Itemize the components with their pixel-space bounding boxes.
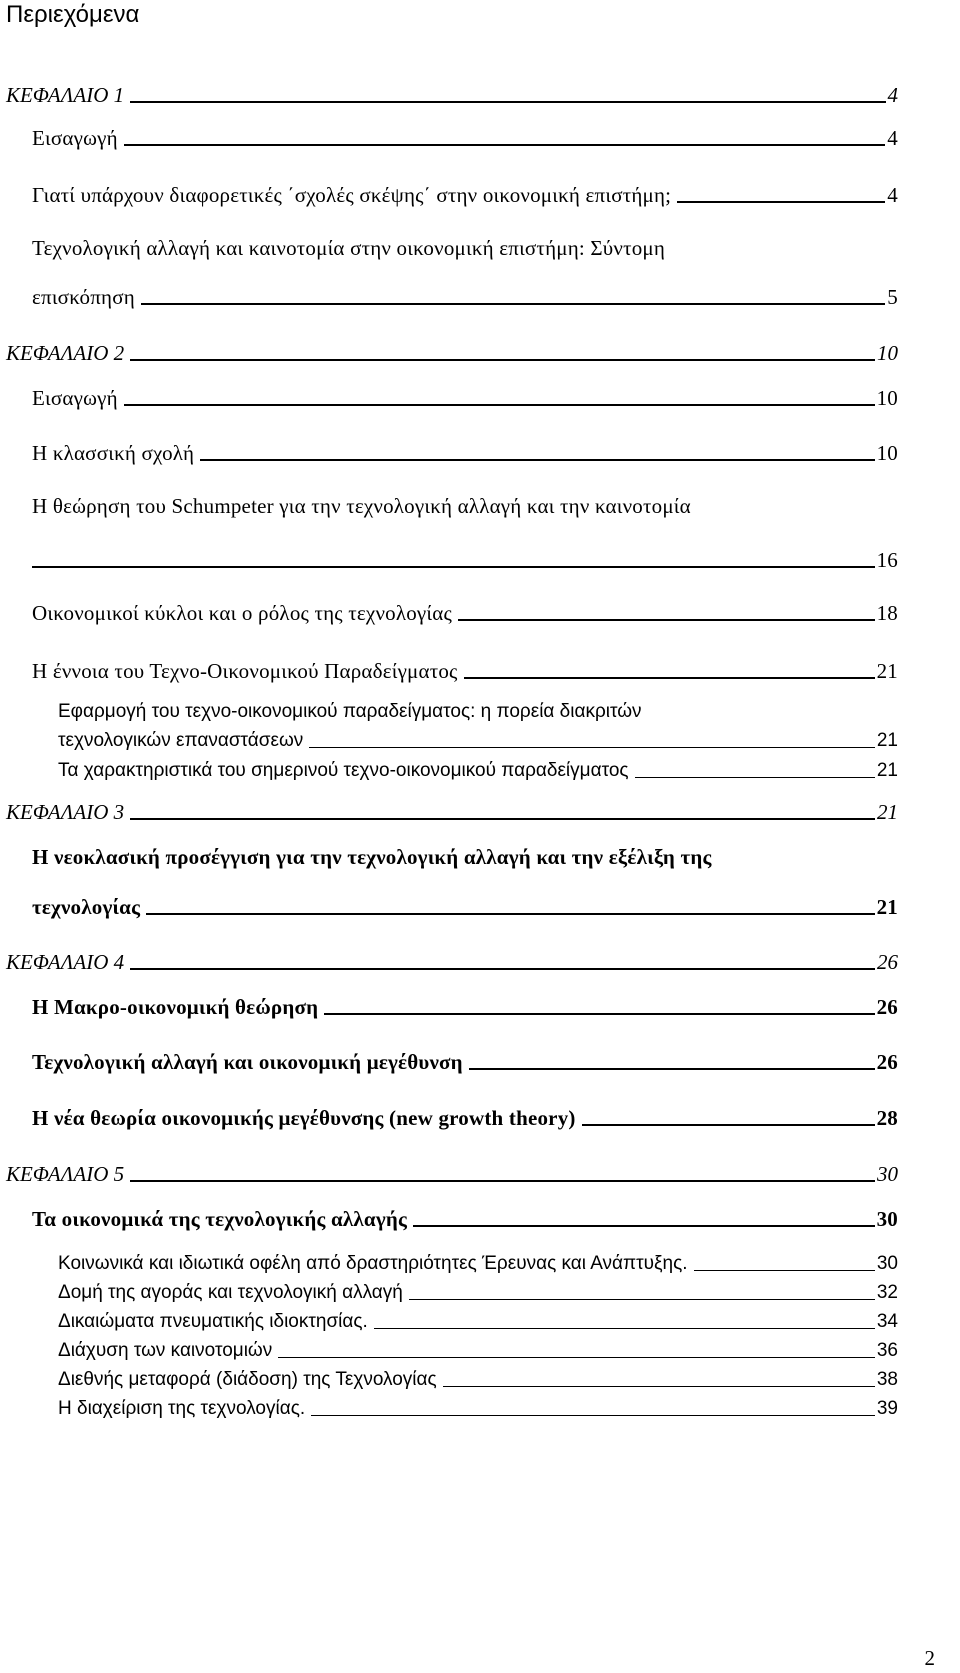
toc-page-number: 16 xyxy=(876,548,898,572)
toc-leader xyxy=(464,677,875,679)
toc-chapter-3[interactable] xyxy=(6,797,898,825)
toc-leader xyxy=(413,1225,875,1227)
toc-leader xyxy=(200,459,874,461)
toc-entry-current-paradigm[interactable] xyxy=(58,757,898,782)
toc-entry-text: Η κλασσική σχολή xyxy=(32,441,195,465)
toc-leader xyxy=(374,1328,875,1329)
toc-entry-rd-benefits[interactable] xyxy=(58,1250,898,1275)
toc-entry-text-line1: Τεχνολογική αλλαγή και καινοτομία στην οικονομική επιστήμη: Σύντομη xyxy=(32,236,666,260)
toc-entry-text: Οικονομικοί κύκλοι και ο ρόλος της τεχνολογίας xyxy=(32,601,452,625)
toc-page-number: 4 xyxy=(887,126,898,150)
toc-leader xyxy=(409,1299,875,1300)
toc-entry-market-structure[interactable] xyxy=(58,1279,898,1304)
toc-leader xyxy=(130,101,885,103)
toc-page-number: 30 xyxy=(877,1162,898,1186)
toc-entry-text: Γιατί υπάρχουν διαφορετικές ΄σχολές σκέψης΄ στην οικονομική επιστήμη; xyxy=(32,183,672,207)
toc-leader xyxy=(582,1124,875,1126)
toc-page-number: 34 xyxy=(876,1311,898,1332)
toc-entry-macroeconomic-view[interactable] xyxy=(32,992,898,1020)
toc-chapter-4[interactable] xyxy=(6,947,898,975)
toc-leader xyxy=(309,747,875,748)
toc-leader xyxy=(32,566,875,568)
toc-entry-text: Εισαγωγή xyxy=(32,126,118,150)
toc-page-number: 21 xyxy=(876,659,898,683)
toc-page-number: 10 xyxy=(877,341,898,365)
toc-leader xyxy=(130,1180,875,1182)
toc-entry-classical-school[interactable] xyxy=(32,438,898,466)
toc-page-number: 5 xyxy=(887,285,898,309)
toc-leader xyxy=(130,968,875,970)
toc-leader xyxy=(324,1013,874,1015)
toc-page-number: 21 xyxy=(876,895,898,919)
toc-entry-schools-of-thought[interactable] xyxy=(32,180,898,208)
toc-entry-text: ΚΕΦΑΛΑΙΟ 4 xyxy=(6,950,125,974)
toc-entry-text: επισκόπηση xyxy=(32,285,135,309)
toc-leader xyxy=(124,144,886,146)
toc-entry-text: Δικαιώματα πνευματικής ιδιοκτησίας. xyxy=(58,1311,368,1332)
toc-entry-text: Διάχυση των καινοτομιών xyxy=(58,1340,273,1361)
toc-page-number: 4 xyxy=(887,183,898,207)
toc-entry-text: ΚΕΦΑΛΑΙΟ 1 xyxy=(6,83,125,107)
toc-page-number: 26 xyxy=(876,1050,898,1074)
toc-leader xyxy=(443,1386,875,1387)
toc-entry-neoclassical-approach[interactable] xyxy=(32,892,898,920)
toc-entry-text: Η Μακρο-οικονομική θεώρηση xyxy=(32,995,319,1019)
toc-page-number: 18 xyxy=(876,601,898,625)
toc-leader xyxy=(130,359,875,361)
toc-page-number: 28 xyxy=(876,1106,898,1130)
toc-entry-text: Δομή της αγοράς και τεχνολογική αλλαγή xyxy=(58,1282,403,1303)
toc-entry-text: Τεχνολογική αλλαγή και οικονομική μεγέθυνση xyxy=(32,1050,463,1074)
toc-leader xyxy=(458,619,875,621)
toc-entry-text: Τα οικονομικά της τεχνολογικής αλλαγής xyxy=(32,1207,408,1231)
toc-entry-text: Εισαγωγή xyxy=(32,386,118,410)
toc-chapter-5[interactable] xyxy=(6,1159,898,1187)
toc-page-number: 30 xyxy=(876,1253,898,1274)
toc-entry-paradigm-application[interactable] xyxy=(58,727,898,752)
toc-entry-tech-transfer[interactable] xyxy=(58,1366,898,1391)
toc-leader xyxy=(278,1357,875,1358)
toc-title: Περιεχόμενα xyxy=(6,1,140,28)
toc-page-number: 21 xyxy=(877,800,898,824)
toc-leader xyxy=(677,201,885,203)
toc-page-number: 21 xyxy=(876,730,898,751)
toc-entry-business-cycles[interactable] xyxy=(32,598,898,626)
toc-entry-tech-change-overview[interactable] xyxy=(32,282,898,310)
toc-leader xyxy=(124,404,875,406)
toc-entry-tech-change-growth[interactable] xyxy=(32,1047,898,1075)
toc-entry-introduction-2[interactable] xyxy=(32,383,898,411)
toc-leader xyxy=(146,913,874,915)
toc-entry-text-line1: Εφαρμογή του τεχνο-οικονομικού παραδείγματος: η πορεία διακριτών xyxy=(58,701,642,722)
toc-entry-text: τεχνολογικών επαναστάσεων xyxy=(58,730,304,751)
toc-entry-text: τεχνολογίας xyxy=(32,895,141,919)
toc-leader xyxy=(469,1068,875,1070)
toc-entry-text: ΚΕΦΑΛΑΙΟ 2 xyxy=(6,341,125,365)
toc-entry-economics-of-tech-change[interactable] xyxy=(32,1204,898,1232)
toc-entry-ip-rights[interactable] xyxy=(58,1308,898,1333)
toc-page-number: 26 xyxy=(876,995,898,1019)
toc-page-number: 36 xyxy=(876,1340,898,1361)
toc-leader xyxy=(311,1415,875,1416)
toc-page-number: 39 xyxy=(876,1398,898,1419)
toc-leader xyxy=(130,818,875,820)
toc-entry-text: Η έννοια του Τεχνο-Οικονομικού Παραδείγματος xyxy=(32,659,458,683)
toc-page-number: 10 xyxy=(876,441,898,465)
toc-entry-text: Διεθνής μεταφορά (διάδοση) της Τεχνολογίας xyxy=(58,1369,437,1390)
toc-leader xyxy=(635,777,875,778)
toc-entry-schumpeter[interactable] xyxy=(32,545,898,573)
toc-entry-diffusion[interactable] xyxy=(58,1337,898,1362)
toc-entry-text: Η νέα θεωρία οικονομικής μεγέθυνσης (new growth theory) xyxy=(32,1106,576,1130)
toc-page-number: 32 xyxy=(876,1282,898,1303)
toc-page-number: 21 xyxy=(876,760,898,781)
toc-page-number: 4 xyxy=(887,83,898,107)
toc-entry-text: ΚΕΦΑΛΑΙΟ 3 xyxy=(6,800,125,824)
toc-entry-text: Κοινωνικά και ιδιωτικά οφέλη από δραστηριότητες Έρευνας και Ανάπτυξης. xyxy=(58,1253,688,1274)
toc-entry-text-line1: Η νεοκλασική προσέγγιση για την τεχνολογική αλλαγή και την εξέλιξη της xyxy=(32,845,712,869)
toc-page-number: 10 xyxy=(876,386,898,410)
toc-entry-text: Η διαχείριση της τεχνολογίας. xyxy=(58,1398,306,1419)
toc-entry-text: Τα χαρακτηριστικά του σημερινού τεχνο-οικονομικού παραδείγματος xyxy=(58,760,629,781)
toc-entry-text-line1: Η θεώρηση του Schumpeter για την τεχνολογική αλλαγή και την καινοτομία xyxy=(32,494,691,518)
toc-page-number: 30 xyxy=(876,1207,898,1231)
toc-entry-new-growth-theory[interactable] xyxy=(32,1103,898,1131)
toc-leader xyxy=(141,303,885,305)
page-number: 2 xyxy=(924,1646,935,1670)
toc-page-number: 38 xyxy=(876,1369,898,1390)
toc-entry-text: ΚΕΦΑΛΑΙΟ 5 xyxy=(6,1162,125,1186)
toc-page-number: 26 xyxy=(877,950,898,974)
toc-entry-techno-economic-paradigm[interactable] xyxy=(32,656,898,684)
toc-entry-introduction[interactable] xyxy=(32,123,898,151)
toc-leader xyxy=(694,1270,875,1271)
toc-chapter-2[interactable] xyxy=(6,338,898,366)
toc-entry-tech-management[interactable] xyxy=(58,1395,898,1420)
toc-chapter-1[interactable] xyxy=(6,80,898,108)
